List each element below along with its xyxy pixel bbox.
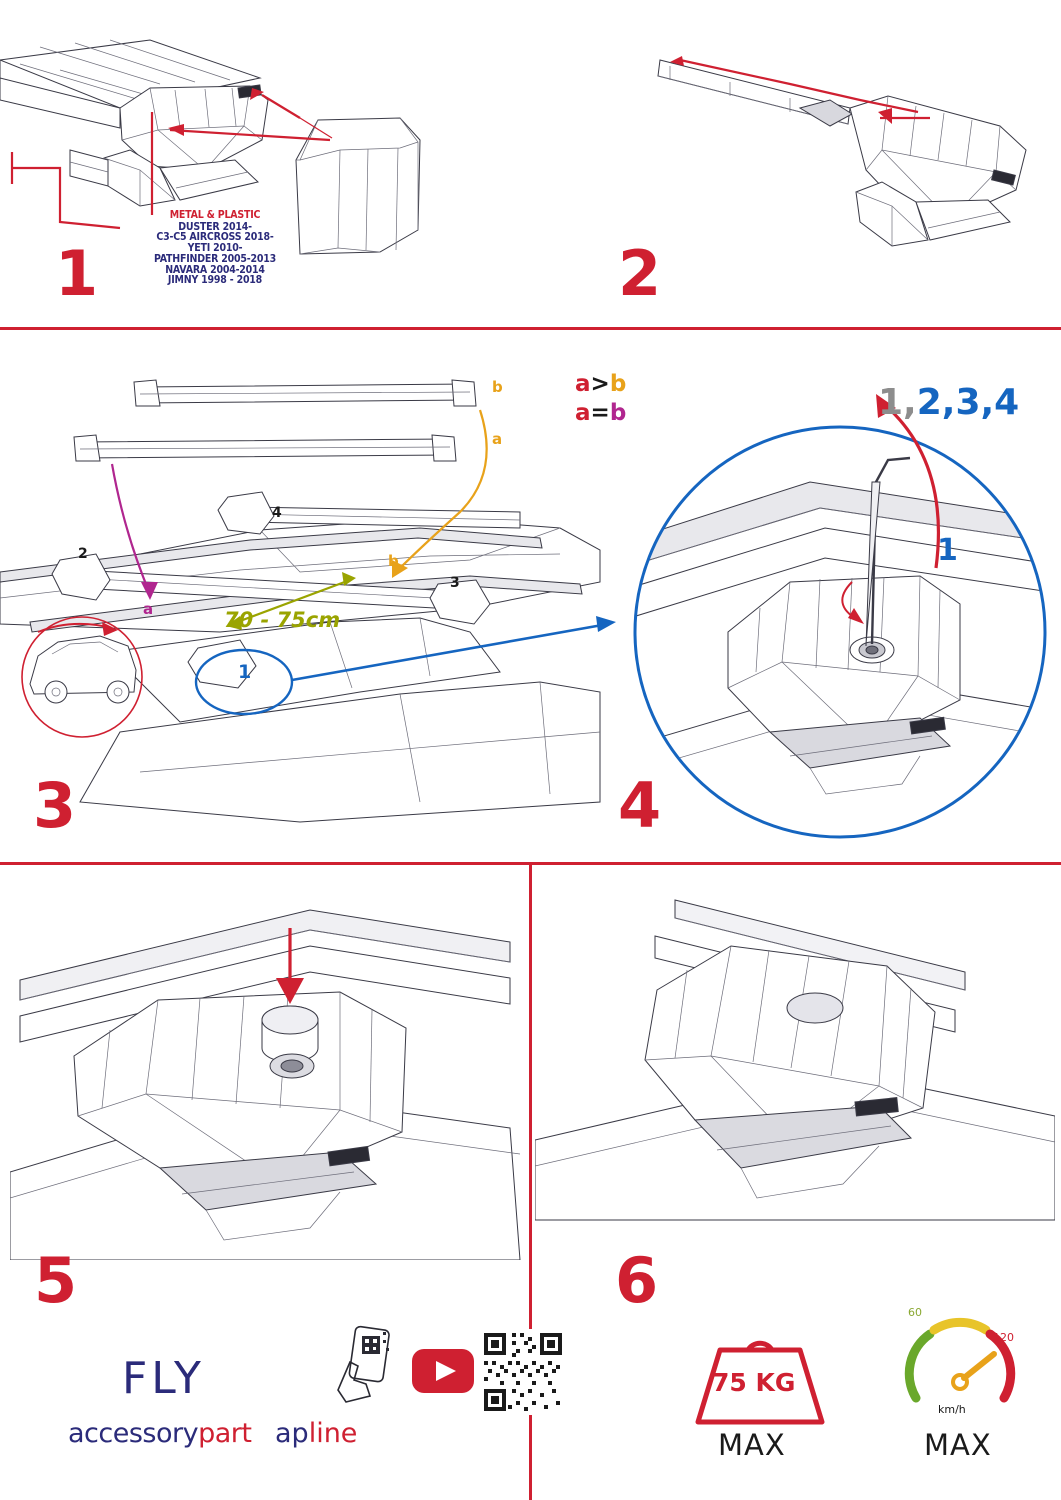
step-number-3: 3 (33, 769, 75, 842)
step-number-2: 2 (618, 237, 660, 310)
gauge-min-label: 60 (908, 1306, 922, 1319)
legend-gt: > (590, 371, 610, 397)
callout-number-1: 1 (937, 533, 958, 568)
gauge-max-label: 120 (993, 1331, 1014, 1344)
divider-row-1 (0, 327, 1061, 330)
step-number-5: 5 (34, 1244, 76, 1317)
step-number-6: 6 (615, 1244, 657, 1317)
label-foot-1: 1 (238, 661, 252, 683)
vehicle-1: C3-C5 AIRCROSS 2018- (156, 231, 274, 244)
label-foot-3: 3 (450, 575, 460, 591)
max-weight-label: MAX (718, 1428, 786, 1462)
label-bar-b-mid: b (388, 552, 399, 570)
brand-fly: FLY (122, 1353, 205, 1404)
label-foot-4: 4 (272, 505, 282, 521)
label-bar-a-mid: a (143, 600, 154, 618)
label-bar-a-top: a (492, 430, 503, 448)
step-number-4: 4 (618, 769, 660, 842)
brand-ap: ap (275, 1418, 309, 1449)
brand-apline (275, 1418, 357, 1449)
step-5-illustration (10, 880, 530, 1260)
speed-unit-label: km/h (938, 1403, 966, 1416)
note-title: METAL & PLASTIC (169, 209, 261, 221)
youtube-icon[interactable] (410, 1347, 476, 1395)
legend-eq: = (590, 399, 610, 426)
sequence-label (878, 382, 1019, 423)
vehicle-3: PATHFINDER 2005-2013 (153, 252, 277, 265)
vehicle-0: DUSTER 2014- (178, 220, 252, 233)
step-2-illustration (530, 0, 1061, 320)
distance-label: 70 - 75cm (224, 608, 341, 632)
brand-accessory: accessory (68, 1418, 199, 1449)
scan-with-phone-icon (336, 1322, 406, 1412)
step-6-illustration (535, 880, 1055, 1260)
sequence-gray: 1, (878, 382, 917, 423)
vehicle-4: NAVARA 2004-2014 (165, 263, 265, 276)
vehicle-5: JIMNY 1998 - 2018 (167, 274, 263, 287)
legend-a-1: a (575, 371, 591, 397)
legend-a-2: a (575, 399, 591, 426)
qr-code-icon (480, 1329, 566, 1415)
step-number-1: 1 (55, 237, 97, 310)
brand-accessorypart (68, 1418, 251, 1449)
brand-line: line (308, 1418, 358, 1449)
sequence-blue: 2,3,4 (916, 382, 1020, 423)
legend-b-1: b (609, 371, 627, 397)
step-3-illustration (0, 332, 620, 862)
legend-b-2: b (609, 399, 627, 426)
vehicle-2: YETI 2010- (187, 242, 243, 255)
max-speed-label: MAX (924, 1428, 992, 1462)
step-1-compatibility-note (120, 210, 310, 286)
comparison-line-1 (575, 370, 626, 399)
comparison-line-2 (575, 399, 626, 428)
label-bar-b-top: b (492, 378, 503, 396)
max-weight-value: 75 KG (712, 1368, 796, 1397)
brand-part: part (198, 1418, 252, 1449)
comparison-legend (575, 370, 626, 428)
label-foot-2: 2 (78, 546, 88, 562)
